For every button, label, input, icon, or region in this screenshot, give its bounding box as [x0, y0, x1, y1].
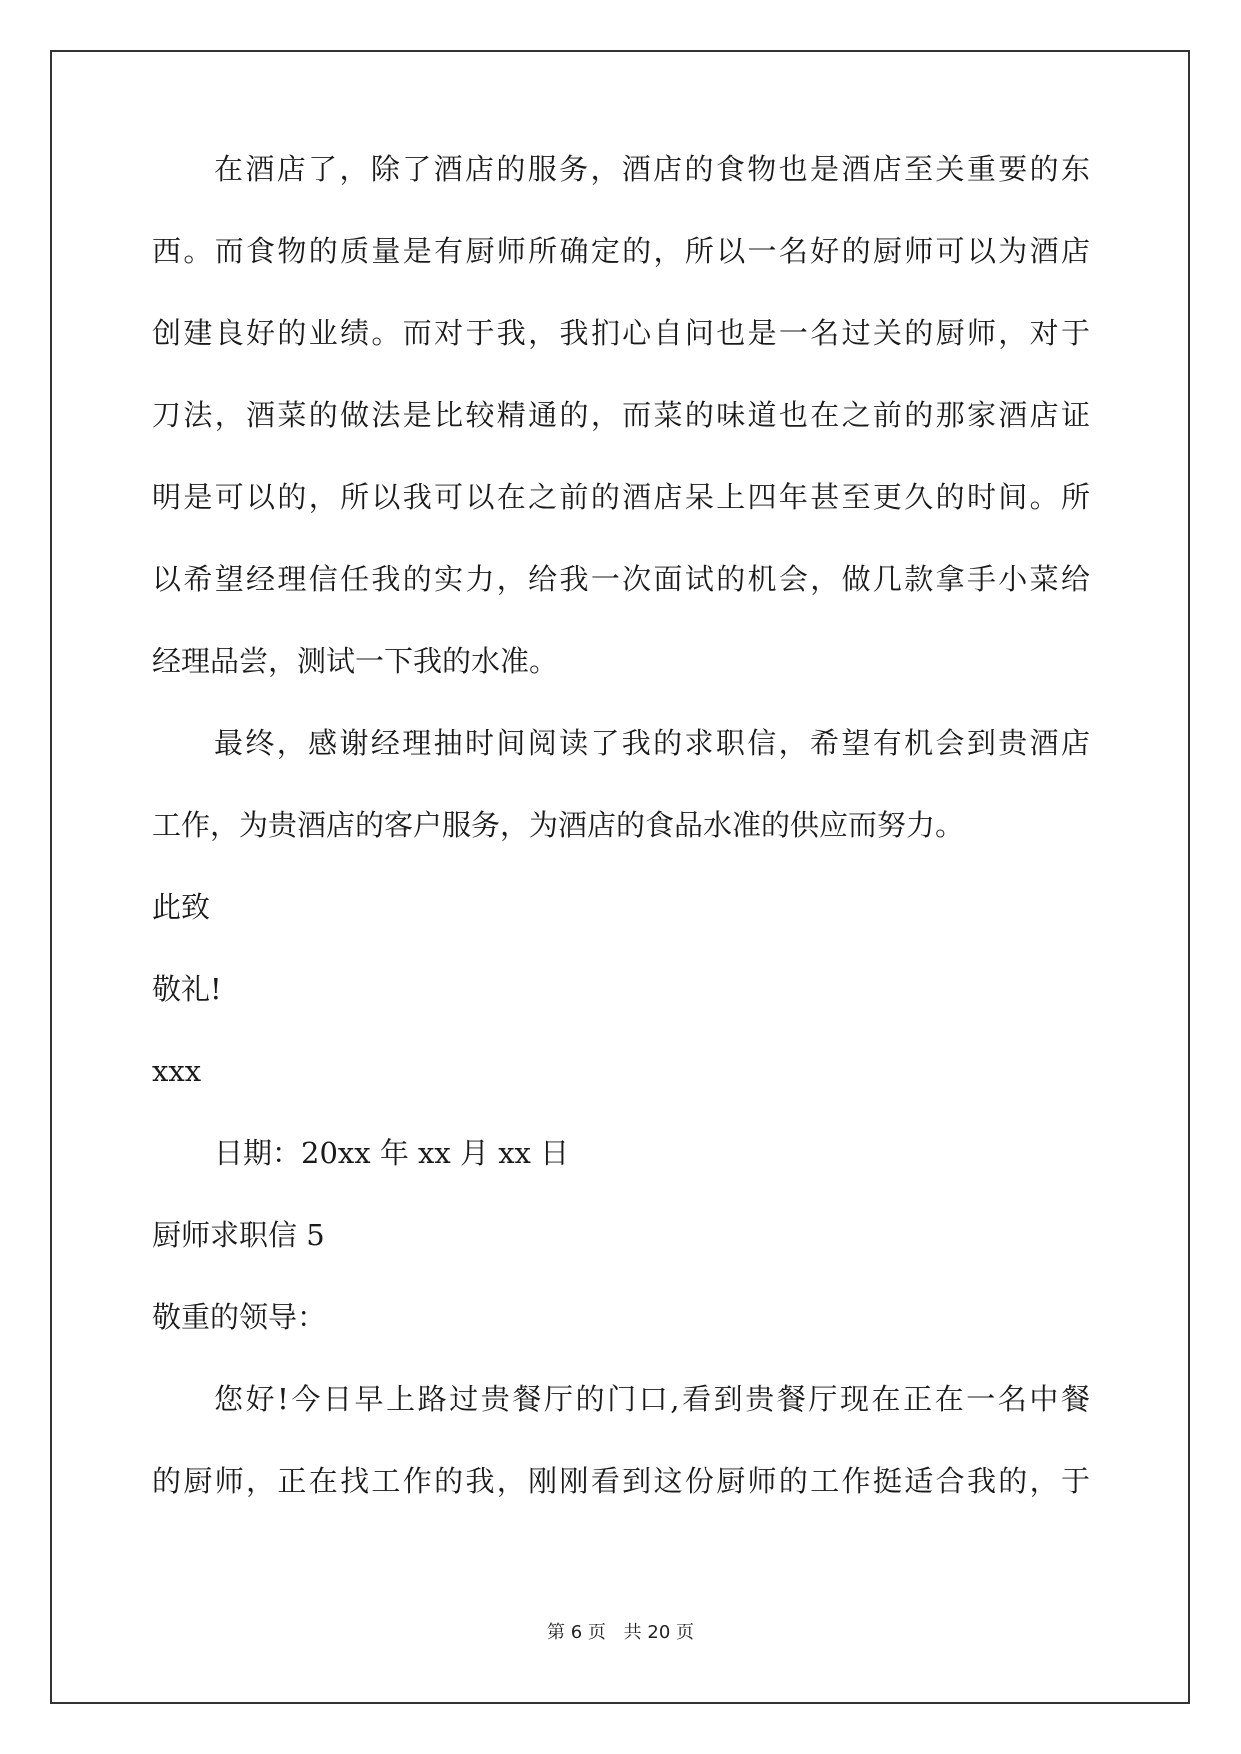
paragraph-line: 的厨师，正在找工作的我，刚刚看到这份厨师的工作挺适合我的，于: [152, 1464, 1090, 1498]
letter-a: [152, 152, 1090, 1170]
salutation: 敬重的领导：: [152, 1300, 327, 1334]
letter-b: [152, 1218, 1090, 1498]
paragraph-line: 工作，为贵酒店的客户服务，为酒店的食品水准的供应而努力。: [152, 808, 965, 842]
document-body: [152, 152, 1090, 1546]
page-footer: [0, 1618, 1241, 1644]
paragraph-line: 创建良好的业绩。而对于我，我扪心自问也是一名过关的厨师，对于: [152, 316, 1090, 350]
paragraph-line: 最终，感谢经理抽时间阅读了我的求职信，希望有机会到贵酒店: [214, 726, 1090, 760]
paragraph-line: 您好!今日早上路过贵餐厅的门口,看到贵餐厅现在正在一名中餐: [214, 1382, 1090, 1416]
paragraph-line: 以希望经理信任我的实力，给我一次面试的机会，做几款拿手小菜给: [152, 562, 1090, 596]
paragraph-line: 西。而食物的质量是有厨师所确定的，所以一名好的厨师可以为酒店: [152, 234, 1090, 268]
date-line: 日期：20xx 年 xx 月 xx 日: [214, 1136, 570, 1170]
paragraph-line: 明是可以的，所以我可以在之前的酒店呆上四年甚至更久的时间。所: [152, 480, 1090, 514]
paragraph-line: 经理品尝，测试一下我的水准。: [152, 644, 559, 678]
closing-salute: 敬礼!: [152, 972, 222, 1006]
letter-title: 厨师求职信 5: [152, 1218, 325, 1252]
signature: xxx: [152, 1054, 202, 1088]
paragraph-line: 刀法，酒菜的做法是比较精通的，而菜的味道也在之前的那家酒店证: [152, 398, 1090, 432]
page-number-current: 第 6 页: [547, 1622, 606, 1643]
closing-line: 此致: [152, 890, 211, 924]
page-number-total: 共 20 页: [623, 1622, 694, 1643]
paragraph-line: 在酒店了，除了酒店的服务，酒店的食物也是酒店至关重要的东: [214, 152, 1090, 186]
